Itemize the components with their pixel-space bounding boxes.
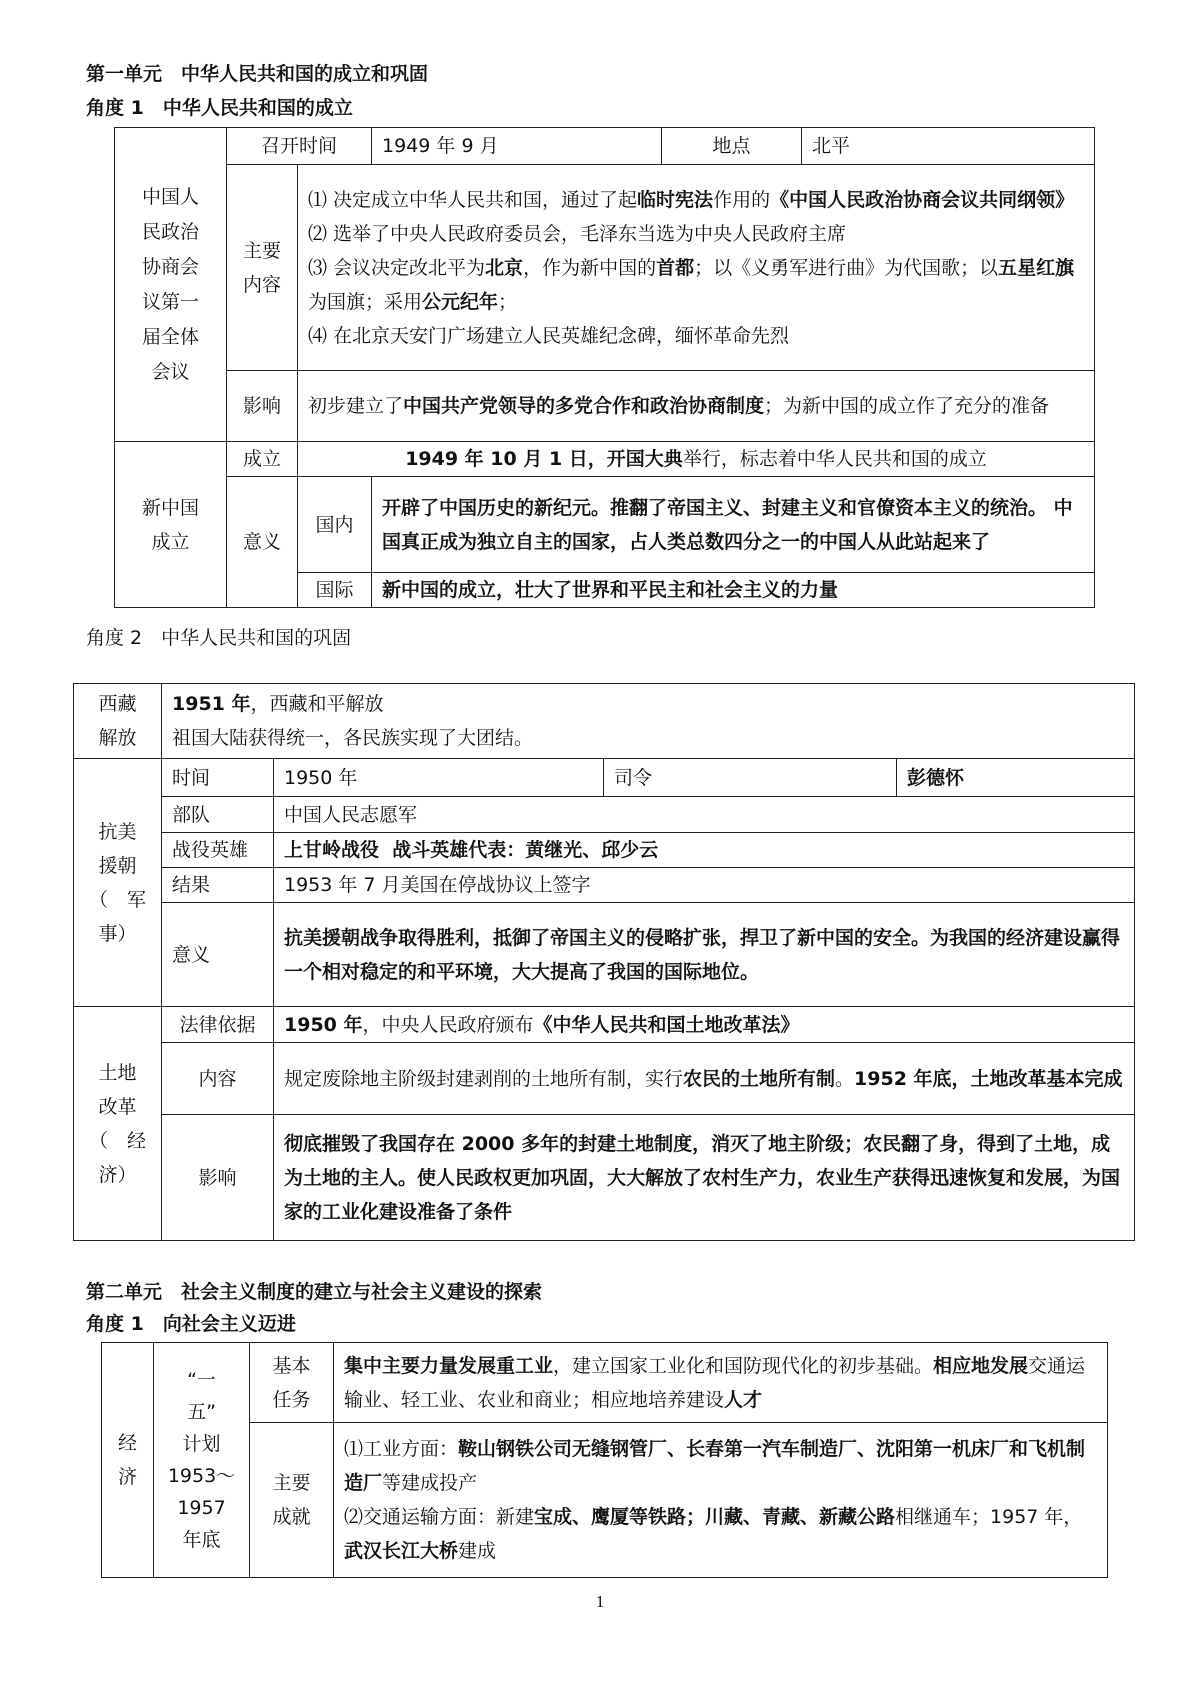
meaning-label: 意义 [227,477,298,608]
unit1-title: 第一单元 中华人民共和国的成立和巩固 [86,63,429,85]
battle-label: 战役英雄 [162,833,274,868]
korea-meaning-label: 意义 [162,903,274,1007]
content-value: ⑴ 决定成立中华人民共和国，通过了起临时宪法作用的《中国人民政治协商会议共同纲领》 ⑵ 选举了中央人民政府委员会，毛泽东当选为中央人民政府主席 ⑶ 会议决定改北平为北京，作为新中国的首都；以《义勇军进行曲》为代国歌；以五星红旗为国旗；采用公元纪年； ⑷ 在北京天安门广场建立人民英雄纪念碑，缅怀革命先烈 [298,165,1095,371]
founding-table [114,127,1095,608]
commander-label: 司令 [604,759,897,797]
land-impact-label: 影响 [162,1115,274,1241]
impact-value: 初步建立了中国共产党领导的多党合作和政治协商制度；为新中国的成立作了充分的准备 [298,371,1095,442]
battle-value: 上甘岭战役 战斗英雄代表：黄继光、邱少云 [274,833,1135,868]
task-value: 集中主要力量发展重工业，建立国家工业化和国防现代化的初步基础。相应地发展交通运输业、轻工业、农业和商业；相应地培养建设人才 [334,1343,1108,1423]
troops-label: 部队 [162,797,274,833]
intl-label: 国际 [298,573,372,608]
domestic-label: 国内 [298,477,372,573]
economy-label: 经 济 [102,1343,154,1578]
land-content-value: 规定废除地主阶级封建剥削的土地所有制，实行农民的土地所有制。1952 年底，土地改革基本完成 [274,1043,1135,1115]
time-label: 召开时间 [227,128,372,165]
place-value: 北平 [802,128,1095,165]
socialism-table [101,1342,1108,1578]
task-label: 基本 任务 [250,1343,334,1423]
founding-label: 新中国 成立 [115,442,227,608]
law-value: 1950 年，中央人民政府颁布《中华人民共和国土地改革法》 [274,1007,1135,1043]
established-value: 1949 年 10 月 1 日，开国大典举行，标志着中华人民共和国的成立 [298,442,1095,477]
intl-value: 新中国的成立，壮大了世界和平民主和社会主义的力量 [372,573,1095,608]
land-label: 土地 改革 （ 经 济） [74,1007,162,1241]
achievement-value: ⑴工业方面：鞍山钢铁公司无缝钢管厂、长春第一汽车制造厂、沈阳第一机床厂和飞机制造厂等建成投产 ⑵交通运输方面：新建宝成、鹰厦等铁路；川藏、青藏、新藏公路相继通车；1957 年，武汉长江大桥建成 [334,1423,1108,1578]
place-label: 地点 [662,128,802,165]
commander-value: 彭德怀 [897,759,1135,797]
unit1-angle1-title: 角度 1 中华人民共和国的成立 [86,97,353,119]
cppcc-label: 中国人 民政治 协商会 议第一 届全体 会议 [115,128,227,442]
land-content-label: 内容 [162,1043,274,1115]
consolidation-table [73,683,1135,1241]
impact-label: 影响 [227,371,298,442]
domestic-value: 开辟了中国历史的新纪元。推翻了帝国主义、封建主义和官僚资本主义的统治。 中国真正成为独立自主的国家，占人类总数四分之一的中国人从此站起来了 [372,477,1095,573]
korea-time-value: 1950 年 [274,759,604,797]
unit2-title: 第二单元 社会主义制度的建立与社会主义建设的探索 [86,1281,543,1303]
achievement-label: 主要 成就 [250,1423,334,1578]
unit2-angle1-title: 角度 1 向社会主义迈进 [86,1313,296,1335]
result-label: 结果 [162,868,274,903]
law-label: 法律依据 [162,1007,274,1043]
unit1-angle2-title: 角度 2 中华人民共和国的巩固 [86,627,352,649]
tibet-value: 1951 年，西藏和平解放 祖国大陆获得统一，各民族实现了大团结。 [162,684,1135,759]
land-impact-value: 彻底摧毁了我国存在 2000 多年的封建土地制度，消灭了地主阶级；农民翻了身，得到了土地，成为土地的主人。使人民政权更加巩固，大大解放了农村生产力，农业生产获得迅速恢复和发展，为国家的工业化建设准备了条件 [274,1115,1135,1241]
established-label: 成立 [227,442,298,477]
result-value: 1953 年 7 月美国在停战协议上签字 [274,868,1135,903]
korea-time-label: 时间 [162,759,274,797]
tibet-label: 西藏 解放 [74,684,162,759]
korea-meaning-value: 抗美援朝战争取得胜利，抵御了帝国主义的侵略扩张，捍卫了新中国的安全。为我国的经济建设赢得一个相对稳定的和平环境，大大提高了我国的国际地位。 [274,903,1135,1007]
korea-label: 抗美 援朝 （ 军 事） [74,759,162,1007]
content-label: 主要 内容 [227,165,298,371]
five-year-plan-label: “一 五” 计划 1953～ 1957 年底 [154,1343,250,1578]
troops-value: 中国人民志愿军 [274,797,1135,833]
time-value: 1949 年 9 月 [372,128,662,165]
page-number: 1 [595,1592,605,1611]
